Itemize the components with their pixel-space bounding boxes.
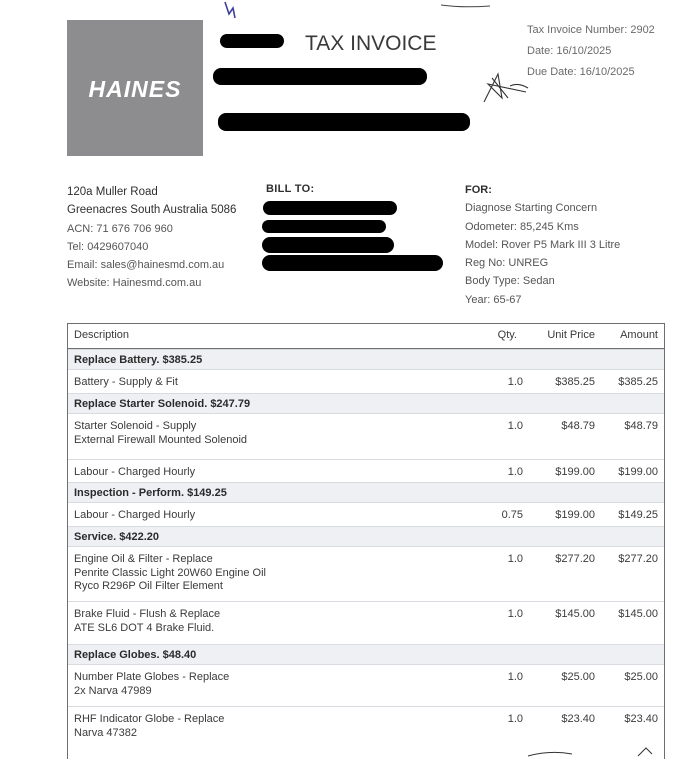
table-row <box>68 665 664 705</box>
table-row <box>68 547 664 601</box>
item-line: Starter Solenoid - Supply <box>74 420 197 432</box>
odometer-label: Odometer: <box>465 220 517 233</box>
line-items-table <box>67 323 665 759</box>
item-amount: $385.25 <box>618 376 658 388</box>
redaction-mark <box>213 68 427 85</box>
item-unit-price: $385.25 <box>555 376 595 388</box>
item-qty: 1.0 <box>507 420 523 432</box>
email-label: Email: <box>67 259 98 272</box>
section-row <box>68 393 664 414</box>
item-line: Penrite Classic Light 20W60 Engine Oil <box>74 566 266 579</box>
tel-label: Tel: <box>67 240 85 253</box>
item-line: RHF Indicator Globe - Replace <box>74 713 225 725</box>
acn-label: ACN: <box>67 222 94 235</box>
item-line: Number Plate Globes - Replace <box>74 671 230 683</box>
table-row <box>68 370 664 393</box>
item-description <box>74 713 224 740</box>
invoice-date-label: Date: <box>527 45 554 57</box>
section-label: Service. $422.20 <box>74 531 160 543</box>
item-line: Narva 47382 <box>74 726 137 739</box>
for-label: FOR: <box>465 184 492 196</box>
item-unit-price: $145.00 <box>555 608 595 620</box>
company-address <box>67 183 236 293</box>
item-qty: 1.0 <box>507 466 523 478</box>
redaction-mark <box>262 237 394 253</box>
section-label: Replace Starter Solenoid. $247.79 <box>74 398 251 410</box>
section-label: Replace Globes. $48.40 <box>74 649 197 661</box>
due-date-label: Due Date: <box>527 66 577 78</box>
logo-text: HAINES <box>88 76 182 102</box>
vehicle-details <box>465 181 620 309</box>
redaction-mark <box>218 113 470 131</box>
website-label: Website: <box>67 277 110 290</box>
item-line: Labour - Charged Hourly <box>74 466 196 478</box>
table-row <box>68 601 664 641</box>
item-description <box>74 553 266 594</box>
item-line: ATE SL6 DOT 4 Brake Fluid. <box>74 621 215 634</box>
pen-scribble <box>220 0 240 22</box>
item-unit-price: $23.40 <box>561 713 595 725</box>
bill-to-label: BILL TO: <box>266 183 315 195</box>
model-line <box>465 236 620 254</box>
reg-value: UNREG <box>508 257 549 270</box>
company-logo <box>67 20 203 156</box>
item-description <box>74 671 229 698</box>
item-amount: $48.79 <box>624 420 658 432</box>
odometer-line <box>465 218 620 236</box>
header-description: Description <box>74 329 130 341</box>
section-row <box>68 526 664 547</box>
item-line: Battery - Supply & Fit <box>74 376 178 388</box>
address-line2: Greenacres South Australia 5086 <box>67 204 237 217</box>
body-type-line <box>465 272 620 290</box>
item-description <box>74 466 195 480</box>
item-amount: $199.00 <box>618 466 658 478</box>
due-date-line <box>527 62 655 83</box>
website-value: Hainesmd.com.au <box>112 277 202 290</box>
section-row <box>68 644 664 665</box>
table-row <box>68 414 664 459</box>
item-amount: $25.00 <box>624 671 658 683</box>
header-amount: Amount <box>620 329 658 341</box>
item-line: Brake Fluid - Flush & Replace <box>74 608 221 620</box>
year-label: Year: <box>465 293 491 306</box>
item-qty: 1.0 <box>507 608 523 620</box>
due-date: 16/10/2025 <box>579 66 635 78</box>
header-unit-price: Unit Price <box>547 329 595 341</box>
item-description <box>74 420 247 447</box>
invoice-number: 2902 <box>630 24 655 36</box>
invoice-date: 16/10/2025 <box>556 45 612 57</box>
item-description <box>74 509 195 523</box>
item-amount: $23.40 <box>624 713 658 725</box>
address-line1: 120a Muller Road <box>67 186 158 198</box>
item-line: Labour - Charged Hourly <box>74 509 196 521</box>
redaction-mark <box>263 201 397 215</box>
item-qty: 1.0 <box>507 671 523 683</box>
reg-line <box>465 254 620 272</box>
table-row <box>68 503 664 526</box>
item-unit-price: $25.00 <box>561 671 595 683</box>
item-unit-price: $277.20 <box>555 553 595 565</box>
website-line <box>67 274 236 292</box>
model-label: Model: <box>465 238 499 251</box>
item-unit-price: $199.00 <box>555 509 595 521</box>
section-row <box>68 349 664 370</box>
acn-line <box>67 220 236 238</box>
item-qty: 1.0 <box>507 376 523 388</box>
item-description <box>74 608 220 635</box>
job-description: Diagnose Starting Concern <box>465 202 598 215</box>
item-qty: 0.75 <box>501 509 523 521</box>
invoice-number-line <box>527 20 655 41</box>
year-line <box>465 291 620 309</box>
body-type-value: Sedan <box>522 275 555 288</box>
redaction-mark <box>220 34 284 48</box>
item-description <box>74 376 178 390</box>
item-line: Engine Oil & Filter - Replace <box>74 553 213 565</box>
item-amount: $145.00 <box>618 608 658 620</box>
year-value: 65-67 <box>493 293 522 306</box>
tel-line <box>67 238 236 256</box>
body-type-label: Body Type: <box>465 275 520 288</box>
acn-value: 71 676 706 960 <box>96 222 173 235</box>
item-unit-price: $199.00 <box>555 466 595 478</box>
invoice-date-line <box>527 41 655 62</box>
email-line <box>67 256 236 274</box>
item-qty: 1.0 <box>507 553 523 565</box>
item-line: Ryco R296P Oil Filter Element <box>74 580 223 592</box>
tel-value: 0429607040 <box>87 240 149 253</box>
redaction-mark <box>262 255 443 271</box>
pen-signature <box>478 68 532 108</box>
section-label: Replace Battery. $385.25 <box>74 354 203 366</box>
item-amount: $277.20 <box>618 553 658 565</box>
item-qty: 1.0 <box>507 713 523 725</box>
invoice-meta <box>527 20 655 83</box>
table-row <box>68 459 664 482</box>
table-header <box>68 324 664 349</box>
header-qty: Qty. <box>497 329 517 341</box>
email-value: sales@hainesmd.com.au <box>100 259 225 272</box>
item-line: 2x Narva 47989 <box>74 684 152 697</box>
pen-scribble <box>438 0 494 10</box>
model-value: Rover P5 Mark III 3 Litre <box>501 238 621 251</box>
invoice-number-label: Tax Invoice Number: <box>527 24 628 36</box>
table-row <box>68 706 664 746</box>
section-row <box>68 482 664 503</box>
item-line: External Firewall Mounted Solenoid <box>74 433 248 446</box>
document-title: TAX INVOICE <box>305 32 437 55</box>
section-label: Inspection - Perform. $149.25 <box>74 487 227 499</box>
redaction-mark <box>262 220 386 233</box>
reg-label: Reg No: <box>465 257 506 270</box>
odometer-value: 85,245 Kms <box>520 220 579 233</box>
item-amount: $149.25 <box>618 509 658 521</box>
item-unit-price: $48.79 <box>561 420 595 432</box>
